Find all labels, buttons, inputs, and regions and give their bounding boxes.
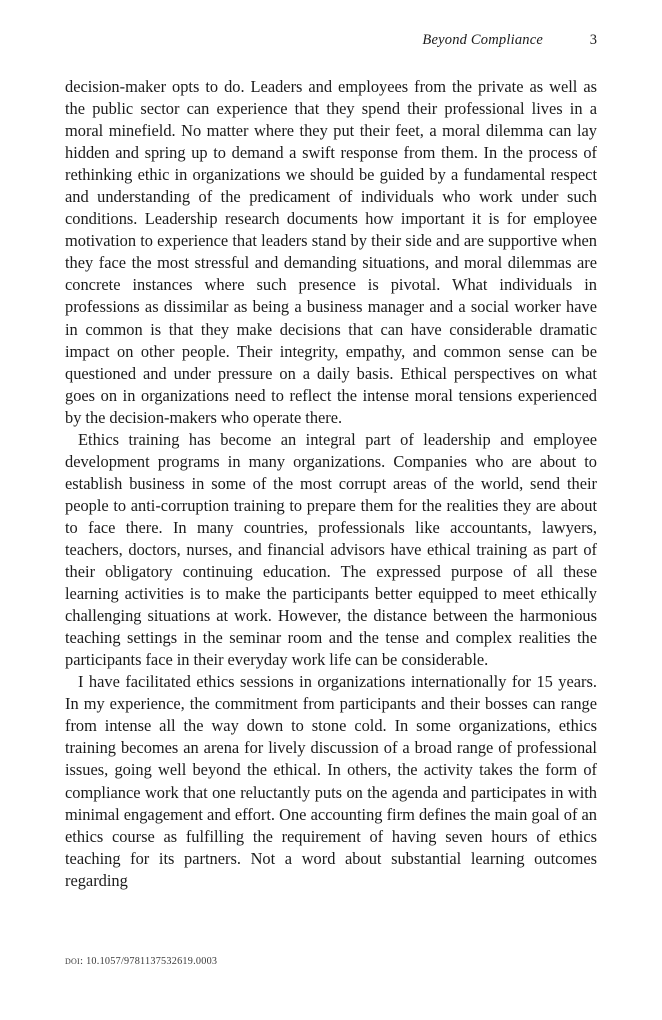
paragraph-1: decision-maker opts to do. Leaders and employees from the private as well as the public sector can experience that they spend their professional lives in a moral minefield. No matter where they put their feet, a moral dilemma can lay hidden and spring up to demand a swift response from them. In the process of rethinking ethic in organizations we should be guided by a fundamental respect and understanding of the predicament of individuals who work under such conditions. Leadership research documents how important it is for employee motivation to experience that leaders stand by their side and are supportive when they face the most stressful and demanding situations, and moral dilemmas are concrete instances where such presence is pivotal. What individuals in professions as dissimilar as being a business manager and a social worker have in common is that they make decisions that can have considerable dramatic impact on other people. Their integrity, empathy, and common sense can be questioned and under pressure on a daily basis. Ethical perspectives on what goes on in organizations need to reflect the intense moral tensions experienced by the decision-makers who operate there. <box>65 77 597 427</box>
page-number: 3 <box>589 32 597 48</box>
body-text-block <box>65 76 597 892</box>
doi-footer <box>65 955 217 967</box>
doi-label: doi: <box>65 955 84 967</box>
doi-value: 10.1057/9781137532619.0003 <box>86 956 218 967</box>
paragraph-2: Ethics training has become an integral part of leadership and employee development programs in many organizations. Companies who are about to establish business in some of the most corrupt areas of the world, send their people to anti-corruption training to prepare them for the realities they are about to face there. In many countries, professionals like accountants, lawyers, teachers, doctors, nurses, and financial advisors have ethical training as part of their obligatory continuing education. The expressed purpose of all these learning activities is to make the participants better equipped to meet ethically challenging situations at work. However, the distance between the harmonious teaching settings in the seminar room and the tense and complex realities the participants face in their everyday work life can be considerable. <box>65 429 597 670</box>
running-head <box>65 32 597 52</box>
running-head-title: Beyond Compliance <box>422 32 543 48</box>
paragraph-3: I have facilitated ethics sessions in organizations internationally for 15 years. In my experience, the commitment from participants and their bosses can range from intense all the way down to stone cold. In some organizations, ethics training becomes an arena for lively discussion of a broad range of professional issues, going well beyond the ethical. In others, the activity takes the form of compliance work that one reluctantly puts on the agenda and participates in with minimal engagement and effort. One accounting firm defines the main goal of an ethics course as fulfilling the requirement of having seven hours of ethics teaching for its partners. Not a word about substantial learning outcomes regarding <box>65 672 597 890</box>
